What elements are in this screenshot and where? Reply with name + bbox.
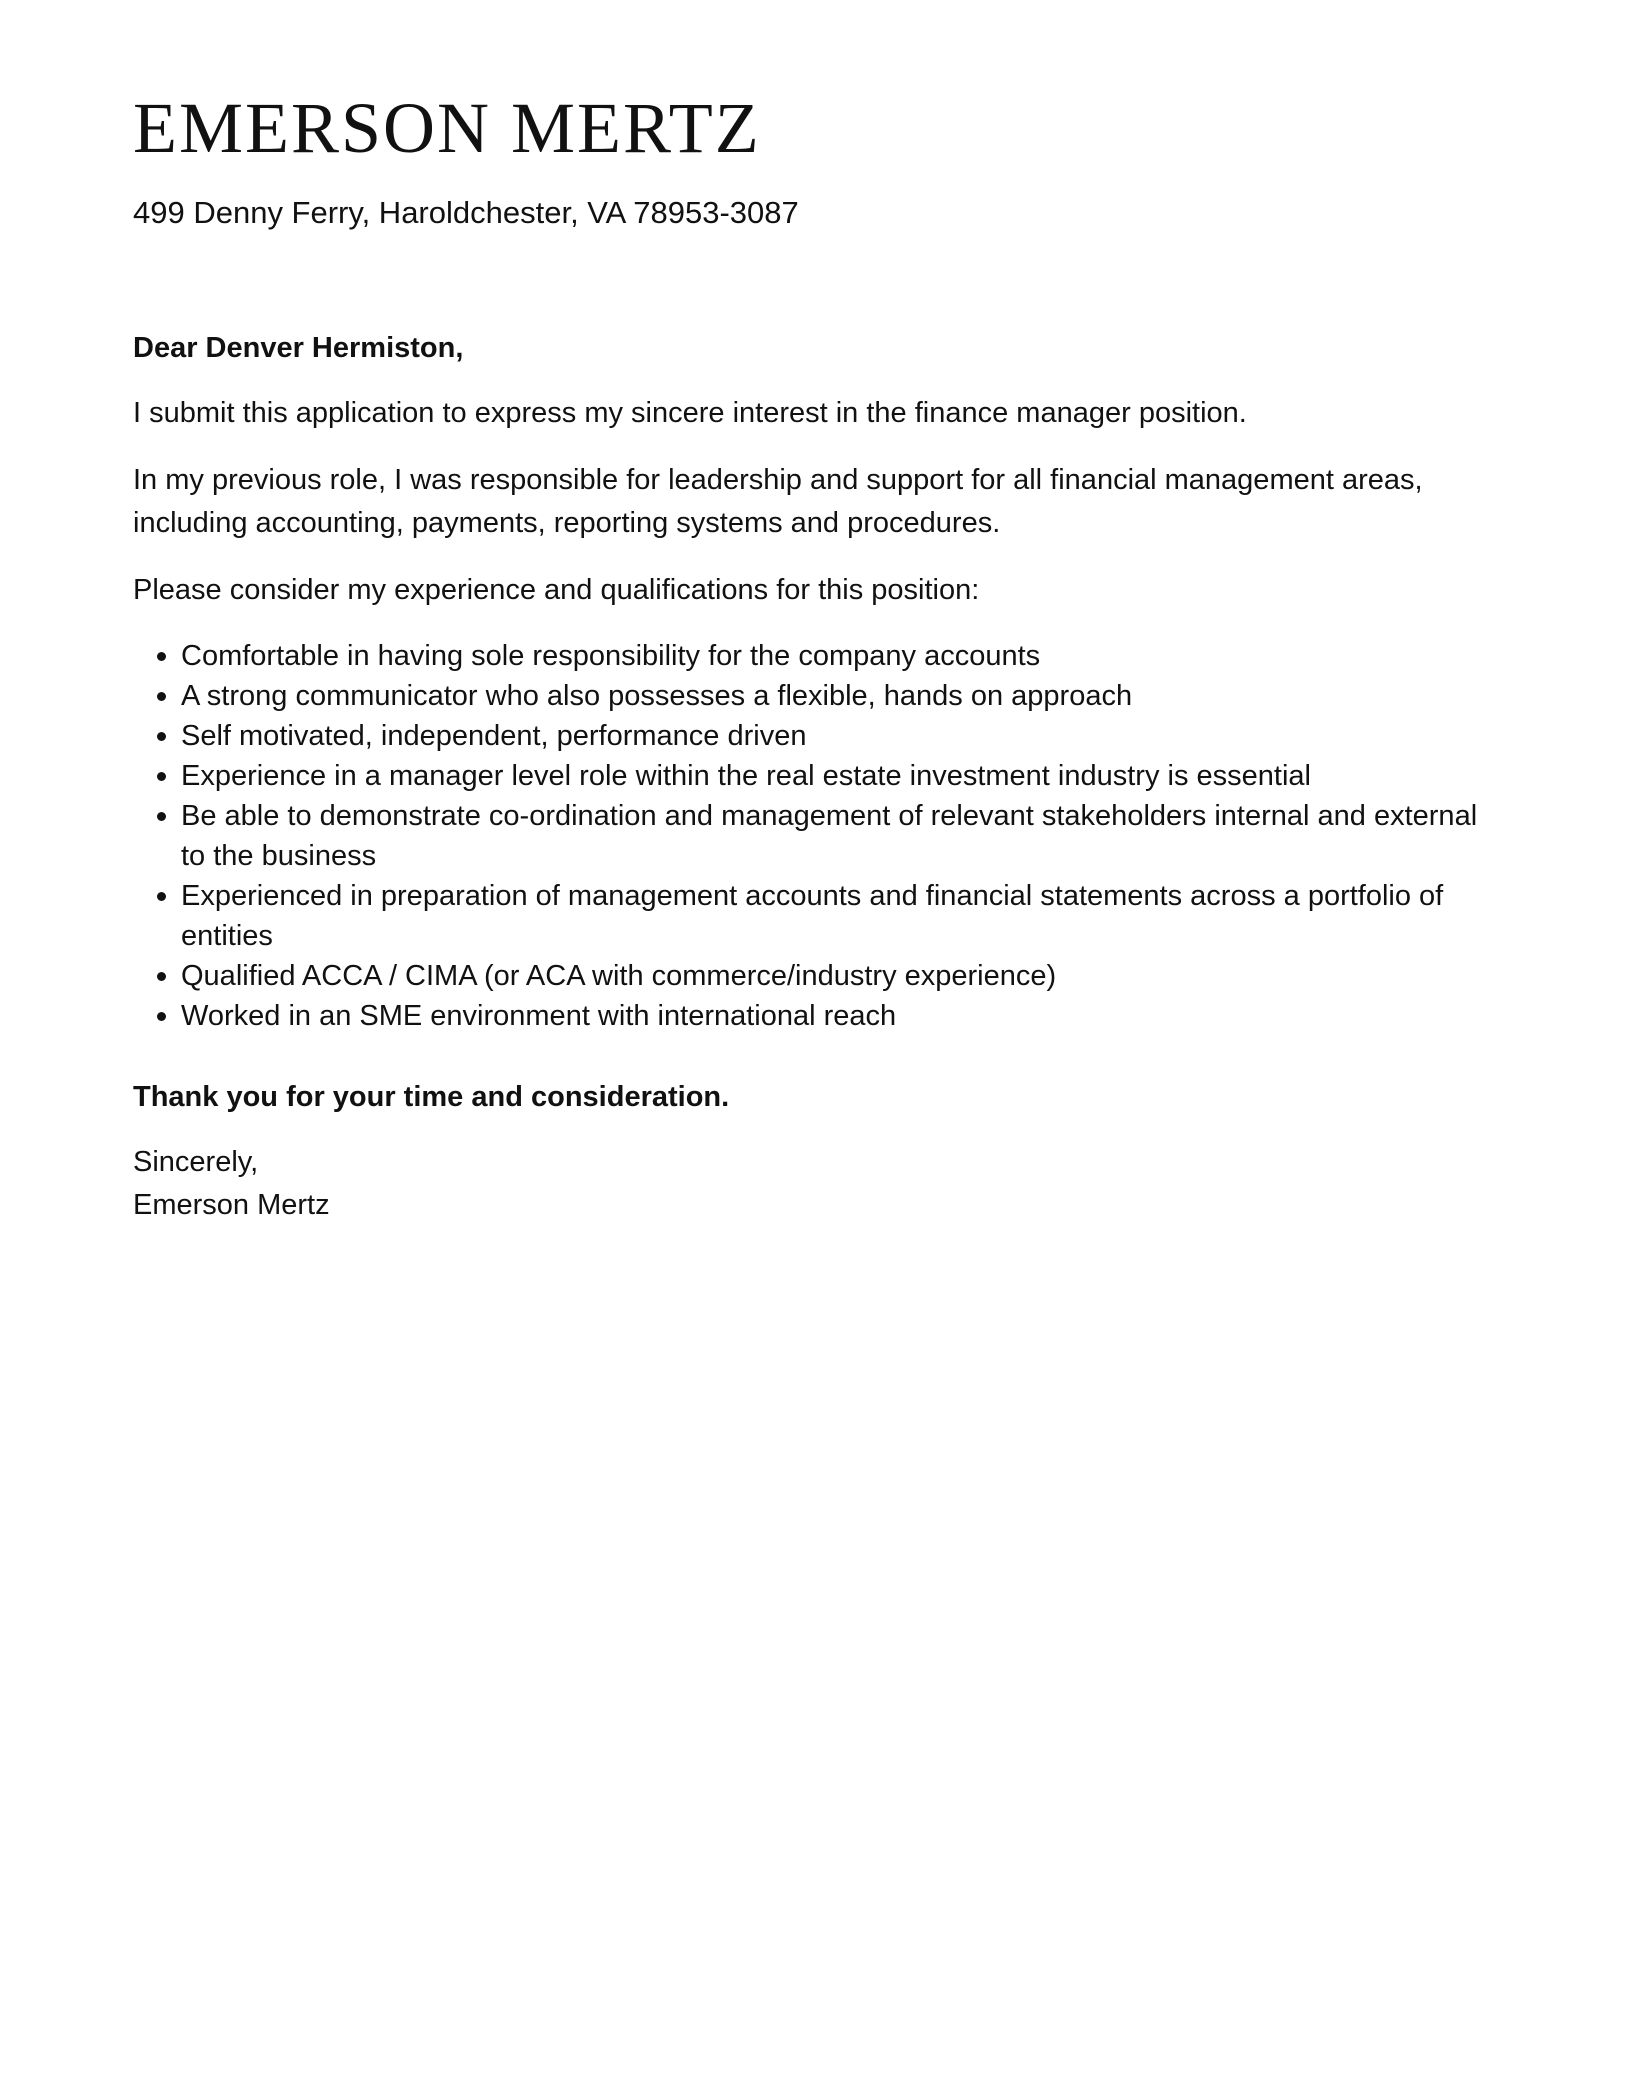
- bullet-icon: [157, 892, 166, 901]
- list-item: [133, 876, 1503, 956]
- list-item: [133, 676, 1503, 716]
- list-item: [133, 716, 1503, 756]
- bullet-icon: [157, 772, 166, 781]
- consider-paragraph: Please consider my experience and qualifications for this position:: [133, 574, 980, 607]
- bullet-icon: [157, 812, 166, 821]
- bullet-icon: [157, 692, 166, 701]
- bullet-icon: [157, 652, 166, 661]
- qualification-text: Self motivated, independent, performance driven: [181, 720, 807, 753]
- bullet-icon: [157, 732, 166, 741]
- thanks-line: Thank you for your time and consideration.: [133, 1081, 730, 1114]
- greeting: Dear Denver Hermiston,: [133, 332, 464, 365]
- applicant-name: EMERSON MERTZ: [133, 88, 761, 168]
- closing-block: [133, 1141, 1503, 1227]
- qualification-text: Worked in an SME environment with international reach: [181, 1000, 897, 1033]
- list-item: [133, 756, 1503, 796]
- qualification-text: Experienced in preparation of management accounts and financial statements across a portfolio of entities: [181, 880, 1444, 953]
- list-item: [133, 636, 1503, 676]
- list-item: [133, 956, 1503, 996]
- intro-paragraph: I submit this application to express my sincere interest in the finance manager position.: [133, 397, 1247, 430]
- qualification-text: Experience in a manager level role within the real estate investment industry is essential: [181, 760, 1311, 793]
- cover-letter: [133, 0, 1503, 1227]
- applicant-address: 499 Denny Ferry, Haroldchester, VA 78953-3087: [133, 195, 799, 230]
- bullet-icon: [157, 972, 166, 981]
- qualification-text: Be able to demonstrate co-ordination and management of relevant stakeholders internal and external to the business: [181, 800, 1478, 873]
- qualification-text: A strong communicator who also possesses a flexible, hands on approach: [181, 680, 1133, 713]
- qualification-text: Qualified ACCA / CIMA (or ACA with commerce/industry experience): [181, 960, 1057, 993]
- previous-role-paragraph: In my previous role, I was responsible for leadership and support for all financial management areas, including accounting, payments, reporting systems and procedures.: [133, 464, 1423, 540]
- signature-name: Emerson Mertz: [133, 1189, 330, 1222]
- list-item: [133, 796, 1503, 876]
- qualification-text: Comfortable in having sole responsibility for the company accounts: [181, 640, 1041, 673]
- signoff: Sincerely,: [133, 1146, 259, 1179]
- qualifications-list: [133, 636, 1503, 1036]
- list-item: [133, 996, 1503, 1036]
- bullet-icon: [157, 1012, 166, 1021]
